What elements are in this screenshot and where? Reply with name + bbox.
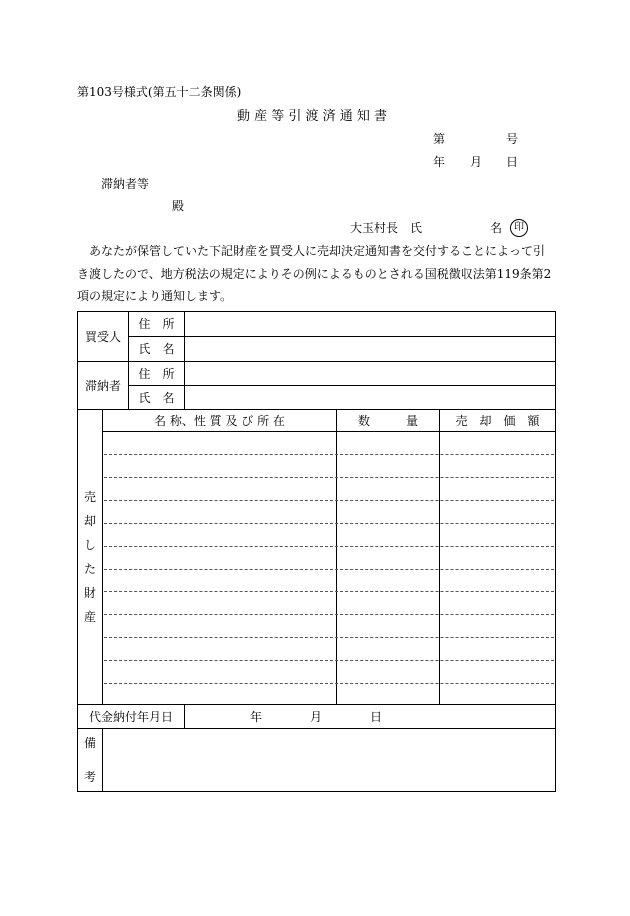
buyer-address-label: 住 所 — [138, 317, 175, 331]
remarks-label-char: 考 — [83, 770, 96, 784]
buyer-name-label: 氏 名 — [138, 342, 175, 356]
remarks-field[interactable] — [103, 729, 555, 791]
col-header-name: 名 称、性 質 及 び 所 在 — [154, 413, 285, 428]
delinquent-address-label: 住 所 — [138, 366, 175, 381]
property-label-char: た — [83, 562, 96, 576]
doc-number-suffix: 号 — [506, 132, 519, 146]
property-label-char: 財 — [83, 586, 96, 600]
property-label-char: 却 — [83, 514, 96, 528]
issuer-name-label: 名 — [490, 221, 503, 235]
delinquent-address-field[interactable] — [185, 362, 555, 385]
buyer-address-field[interactable] — [185, 312, 555, 336]
col-header-quantity: 数 量 — [357, 413, 418, 428]
issuer: 大玉村長 氏 — [350, 221, 423, 235]
buyer-label: 買受人 — [84, 329, 121, 344]
property-label-char: 売 — [83, 490, 96, 504]
form-title: 動 産 等 引 渡 済 通 知 書 — [237, 109, 388, 124]
addressee: 滞納者等 — [101, 177, 150, 191]
date-year: 年 — [433, 155, 446, 169]
payment-month: 月 — [310, 710, 323, 724]
date-month: 月 — [470, 155, 483, 169]
property-label-char: し — [83, 538, 96, 552]
remarks-label-char: 備 — [83, 736, 96, 750]
body-line-3: 項の規定により通知します。 — [77, 289, 233, 303]
honorific: 殿 — [172, 199, 185, 213]
date-day: 日 — [506, 155, 519, 169]
col-header-price: 売 却 価 額 — [455, 413, 540, 428]
payment-year: 年 — [250, 710, 263, 724]
form-number: 第103号様式(第五十二条関係) — [77, 85, 242, 99]
payment-day: 日 — [370, 710, 383, 724]
body-line-2: き渡したので、地方税法の規定によりその例によるものとされる国税徴収法第119条第2 — [77, 267, 552, 281]
property-label-char: 産 — [83, 610, 96, 624]
buyer-name-field[interactable] — [185, 337, 555, 361]
seal-mark: 印 — [510, 219, 528, 237]
delinquent-name-field[interactable] — [185, 386, 555, 409]
delinquent-name-label: 氏 名 — [138, 390, 175, 405]
body-line-1: あなたが保管していた下記財産を買受人に売却決定通知書を交付することによって引 — [77, 244, 546, 258]
doc-number-label: 第 — [433, 132, 446, 146]
payment-date-label: 代金納付年月日 — [88, 709, 173, 724]
delinquent-label: 滞納者 — [84, 378, 121, 393]
